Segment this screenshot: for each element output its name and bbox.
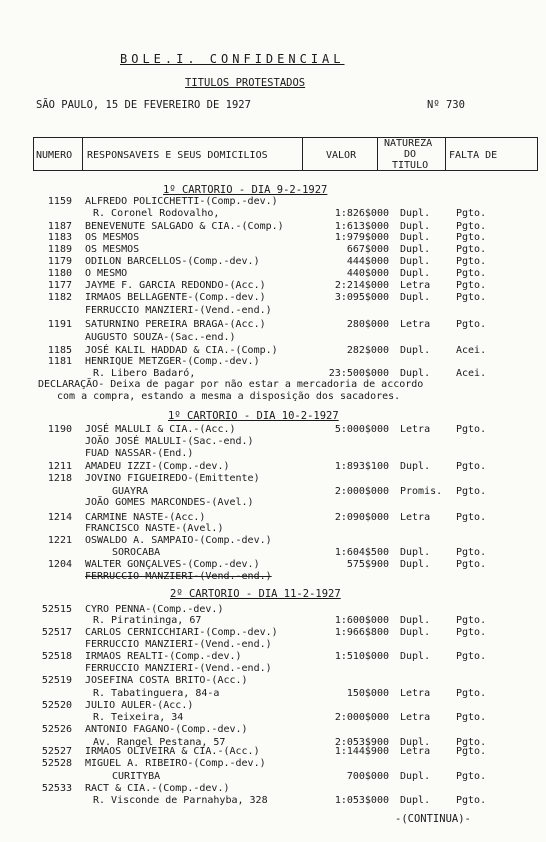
line-number: 1179 xyxy=(47,256,72,267)
line-nature: Dupl. xyxy=(400,559,431,570)
line-number: 1181 xyxy=(47,356,72,367)
line-number: 52517 xyxy=(41,627,72,638)
line-number: 1183 xyxy=(47,232,72,243)
line-nature: Letra xyxy=(400,746,431,757)
line-nature: Dupl. xyxy=(400,737,431,748)
line-value: 1:604$500 xyxy=(334,547,389,558)
line-number: 52520 xyxy=(41,700,72,711)
line-responsible: SOROCABA xyxy=(112,547,161,558)
bulletin-title: BOLE.I. CONFIDENCIAL xyxy=(120,52,345,66)
line-value: 280$000 xyxy=(346,319,389,330)
line-responsible: HENRIQUE METZGER-(Comp.-dev.) xyxy=(85,356,260,367)
bulletin-number: Nº 730 xyxy=(427,99,465,111)
line-responsible: OS MESMOS xyxy=(85,232,140,243)
section-heading: 1º CARTORIO - DIA 10-2-1927 xyxy=(168,410,339,422)
line-falta: Pgto. xyxy=(456,424,487,435)
line-number: 52527 xyxy=(41,746,72,757)
line-falta: Pgto. xyxy=(456,256,487,267)
line-responsible: JOÃO JOSÉ MALULI-(Sac.-end.) xyxy=(85,436,254,447)
line-number: 1180 xyxy=(47,268,72,279)
line-nature: Letra xyxy=(400,512,431,523)
line-falta: Pgto. xyxy=(456,712,487,723)
line-responsible: R. Piratininga, 67 xyxy=(93,615,202,626)
line-number: 1221 xyxy=(47,535,72,546)
line-falta: Acei. xyxy=(456,368,487,379)
line-responsible: RACT & CIA.-(Comp.-dev.) xyxy=(85,783,230,794)
header-falta: FALTA DE xyxy=(449,150,498,161)
header-valor: VALOR xyxy=(326,150,357,161)
line-number: 1190 xyxy=(47,424,72,435)
line-responsible: CYRO PENNA-(Comp.-dev.) xyxy=(85,604,224,615)
line-falta: Pgto. xyxy=(456,512,487,523)
line-number: 52519 xyxy=(41,675,72,686)
line-value: 5:000$000 xyxy=(334,424,389,435)
line-value: 700$000 xyxy=(346,771,389,782)
line-responsible: GUAYRA xyxy=(112,486,149,497)
line-nature: Dupl. xyxy=(400,232,431,243)
line-number: 1204 xyxy=(47,559,72,570)
line-responsible: JULIO AULER-(Acc.) xyxy=(85,700,194,711)
header-natureza-1: NATUREZA xyxy=(384,138,433,149)
line-falta: Pgto. xyxy=(456,771,487,782)
header-natureza-2: DO xyxy=(404,149,417,160)
line-falta: Pgto. xyxy=(456,221,487,232)
line-number: 1182 xyxy=(47,292,72,303)
header-natureza-3: TITULO xyxy=(392,160,429,171)
header-responsaveis: RESPONSAVEIS E SEUS DOMICILIOS xyxy=(87,150,268,161)
line-responsible: R. Tabatinguera, 84-a xyxy=(93,688,220,699)
line-falta: Pgto. xyxy=(456,746,487,757)
line-responsible: AMADEU IZZI-(Comp.-dev.) xyxy=(85,461,230,472)
line-value: 1:053$000 xyxy=(334,795,389,806)
line-responsible: BENEVENUTE SALGADO & CIA.-(Comp.) xyxy=(85,221,284,232)
line-value: 667$000 xyxy=(346,244,389,255)
line-value: 1:600$000 xyxy=(334,615,389,626)
line-responsible: FRANCISCO NASTE-(Avel.) xyxy=(85,523,224,534)
line-nature: Letra xyxy=(400,424,431,435)
line-falta: Pgto. xyxy=(456,292,487,303)
line-responsible: JOÃO GOMES MARCONDES-(Avel.) xyxy=(85,497,254,508)
line-responsible: ODILON BARCELLOS-(Comp.-dev.) xyxy=(85,256,260,267)
line-number: 52528 xyxy=(41,758,72,769)
line-falta: Pgto. xyxy=(456,268,487,279)
line-value: 3:095$000 xyxy=(334,292,389,303)
line-responsible: CARLOS CERNICCHIARI-(Comp.-dev.) xyxy=(85,627,278,638)
continua-label: -(CONTINUA)- xyxy=(395,813,471,825)
line-value: 2:053$900 xyxy=(334,737,389,748)
line-responsible: AUGUSTO SOUZA-(Sac.-end.) xyxy=(85,332,236,343)
line-number: 1185 xyxy=(47,345,72,356)
line-value: 575$900 xyxy=(346,559,389,570)
line-nature: Dupl. xyxy=(400,268,431,279)
line-falta: Pgto. xyxy=(456,244,487,255)
line-value: 1:979$000 xyxy=(334,232,389,243)
line-responsible: IRMAOS OLIVEIRA & CIA.-(Acc.) xyxy=(85,746,260,757)
line-responsible: JOSEFINA COSTA BRITO-(Acc.) xyxy=(85,675,248,686)
line-falta: Pgto. xyxy=(456,688,487,699)
line-nature: Letra xyxy=(400,712,431,723)
line-responsible: ALFREDO POLICCHETTI-(Comp.-dev.) xyxy=(85,196,278,207)
line-responsible: WALTER GONÇALVES-(Comp.-dev.) xyxy=(85,559,260,570)
line-responsible: DECLARAÇÃO- Deixa de pagar por não estar a mercadoria de accordo xyxy=(38,379,424,390)
line-nature: Dupl. xyxy=(400,345,431,356)
line-number: 1211 xyxy=(47,461,72,472)
line-value: 1:966$800 xyxy=(334,627,389,638)
line-responsible: CARMINE NASTE-(Acc.) xyxy=(85,512,206,523)
line-falta: Pgto. xyxy=(456,559,487,570)
line-responsible: com a compra, estando a mesma a disposição dos sacadores. xyxy=(57,391,401,402)
line-number: 1177 xyxy=(47,280,72,291)
line-falta: Pgto. xyxy=(456,319,487,330)
line-falta: Pgto. xyxy=(456,547,487,558)
line-nature: Dupl. xyxy=(400,461,431,472)
line-value: 2:214$000 xyxy=(334,280,389,291)
line-falta: Pgto. xyxy=(456,795,487,806)
line-nature: Dupl. xyxy=(400,615,431,626)
line-number: 1214 xyxy=(47,512,72,523)
line-responsible: JOSÉ KALIL HADDAD & CIA.-(Comp.) xyxy=(85,345,278,356)
line-value: 1:144$900 xyxy=(334,746,389,757)
line-falta: Pgto. xyxy=(456,280,487,291)
table-header xyxy=(33,137,538,171)
line-nature: Dupl. xyxy=(400,771,431,782)
line-number: 1189 xyxy=(47,244,72,255)
line-number: 1187 xyxy=(47,221,72,232)
line-nature: Dupl. xyxy=(400,244,431,255)
line-nature: Dupl. xyxy=(400,795,431,806)
line-nature: Dupl. xyxy=(400,292,431,303)
line-falta: Pgto. xyxy=(456,627,487,638)
line-responsible: SATURNINO PEREIRA BRAGA-(Acc.) xyxy=(85,319,266,330)
line-nature: Letra xyxy=(400,280,431,291)
line-value: 440$000 xyxy=(346,268,389,279)
line-responsible: FERRUCCIO MANZIERI-(Vend.-end.) xyxy=(85,663,272,674)
line-responsible: Av. Rangel Pestana, 57 xyxy=(93,737,226,748)
line-responsible: CURITYBA xyxy=(112,771,161,782)
line-falta: Pgto. xyxy=(456,615,487,626)
line-nature: Dupl. xyxy=(400,256,431,267)
line-falta: Acei. xyxy=(456,345,487,356)
line-responsible: OSWALDO A. SAMPAIO-(Comp.-dev.) xyxy=(85,535,272,546)
line-value: 444$000 xyxy=(346,256,389,267)
line-responsible: FUAD NASSAR-(End.) xyxy=(85,448,194,459)
line-responsible: R. Visconde de Parnahyba, 328 xyxy=(93,795,268,806)
line-value: 23:500$000 xyxy=(328,368,389,379)
line-falta: Pgto. xyxy=(456,232,487,243)
line-falta: Pgto. xyxy=(456,737,487,748)
line-nature: Letra xyxy=(400,319,431,330)
line-responsible: OS MESMOS xyxy=(85,244,140,255)
line-nature: Dupl. xyxy=(400,651,431,662)
line-nature: Dupl. xyxy=(400,547,431,558)
line-nature: Promis. xyxy=(400,486,443,497)
line-responsible: JAYME F. GARCIA REDONDO-(Acc.) xyxy=(85,280,266,291)
header-numero: NUMERO xyxy=(36,150,73,161)
line-falta: Pgto. xyxy=(456,651,487,662)
line-number: 52526 xyxy=(41,724,72,735)
line-number: 1159 xyxy=(47,196,72,207)
line-value: 282$000 xyxy=(346,345,389,356)
line-number: 52515 xyxy=(41,604,72,615)
line-number: 52533 xyxy=(41,783,72,794)
line-value: 2:000$000 xyxy=(334,486,389,497)
line-responsible: FERRUCCIO MANZIERI-(Vend.-end.) xyxy=(85,305,272,316)
line-value: 2:000$000 xyxy=(334,712,389,723)
line-responsible: FERRUCCIO MANZIERI-(Vend.-end.) xyxy=(85,571,272,582)
line-responsible: R. Teixeira, 34 xyxy=(93,712,184,723)
line-value: 1:613$000 xyxy=(334,221,389,232)
line-number: 1218 xyxy=(47,473,72,484)
line-responsible: MIGUEL A. RIBEIRO-(Comp.-dev.) xyxy=(85,758,266,769)
line-responsible: FERRUCCIO MANZIERI-(Vend.-end.) xyxy=(85,639,272,650)
line-responsible: JOVINO FIGUEIREDO-(Emittente) xyxy=(85,473,260,484)
line-responsible: IRMAOS BELLAGENTE-(Comp.-dev.) xyxy=(85,292,266,303)
section-heading: 2º CARTORIO - DIA 11-2-1927 xyxy=(170,588,341,600)
line-value: 150$000 xyxy=(346,688,389,699)
line-value: 1:510$000 xyxy=(334,651,389,662)
date-line: SÃO PAULO, 15 DE FEVEREIRO DE 1927 xyxy=(36,99,251,111)
line-falta: Pgto. xyxy=(456,208,487,219)
line-number: 1191 xyxy=(47,319,72,330)
line-nature: Dupl. xyxy=(400,208,431,219)
document-subtitle: TITULOS PROTESTADOS xyxy=(185,77,306,89)
line-number: 52518 xyxy=(41,651,72,662)
line-responsible: JOSÉ MALULI & CIA.-(Acc.) xyxy=(85,424,236,435)
section-heading: 1º CARTORIO - DIA 9-2-1927 xyxy=(163,184,328,196)
line-nature: Dupl. xyxy=(400,627,431,638)
line-responsible: R. Libero Badaró, xyxy=(93,368,196,379)
line-value: 2:090$000 xyxy=(334,512,389,523)
line-value: 1:893$100 xyxy=(334,461,389,472)
line-falta: Pgto. xyxy=(456,461,487,472)
line-responsible: R. Coronel Rodovalho, xyxy=(93,208,220,219)
line-responsible: O MESMO xyxy=(85,268,128,279)
line-falta: Pgto. xyxy=(456,486,487,497)
line-responsible: IRMAOS REALTI-(Comp.-dev.) xyxy=(85,651,242,662)
line-nature: Letra xyxy=(400,688,431,699)
line-nature: Dupl. xyxy=(400,368,431,379)
line-nature: Dupl. xyxy=(400,221,431,232)
line-value: 1:826$000 xyxy=(334,208,389,219)
line-responsible: ANTONIO FAGANO-(Comp.-dev.) xyxy=(85,724,248,735)
